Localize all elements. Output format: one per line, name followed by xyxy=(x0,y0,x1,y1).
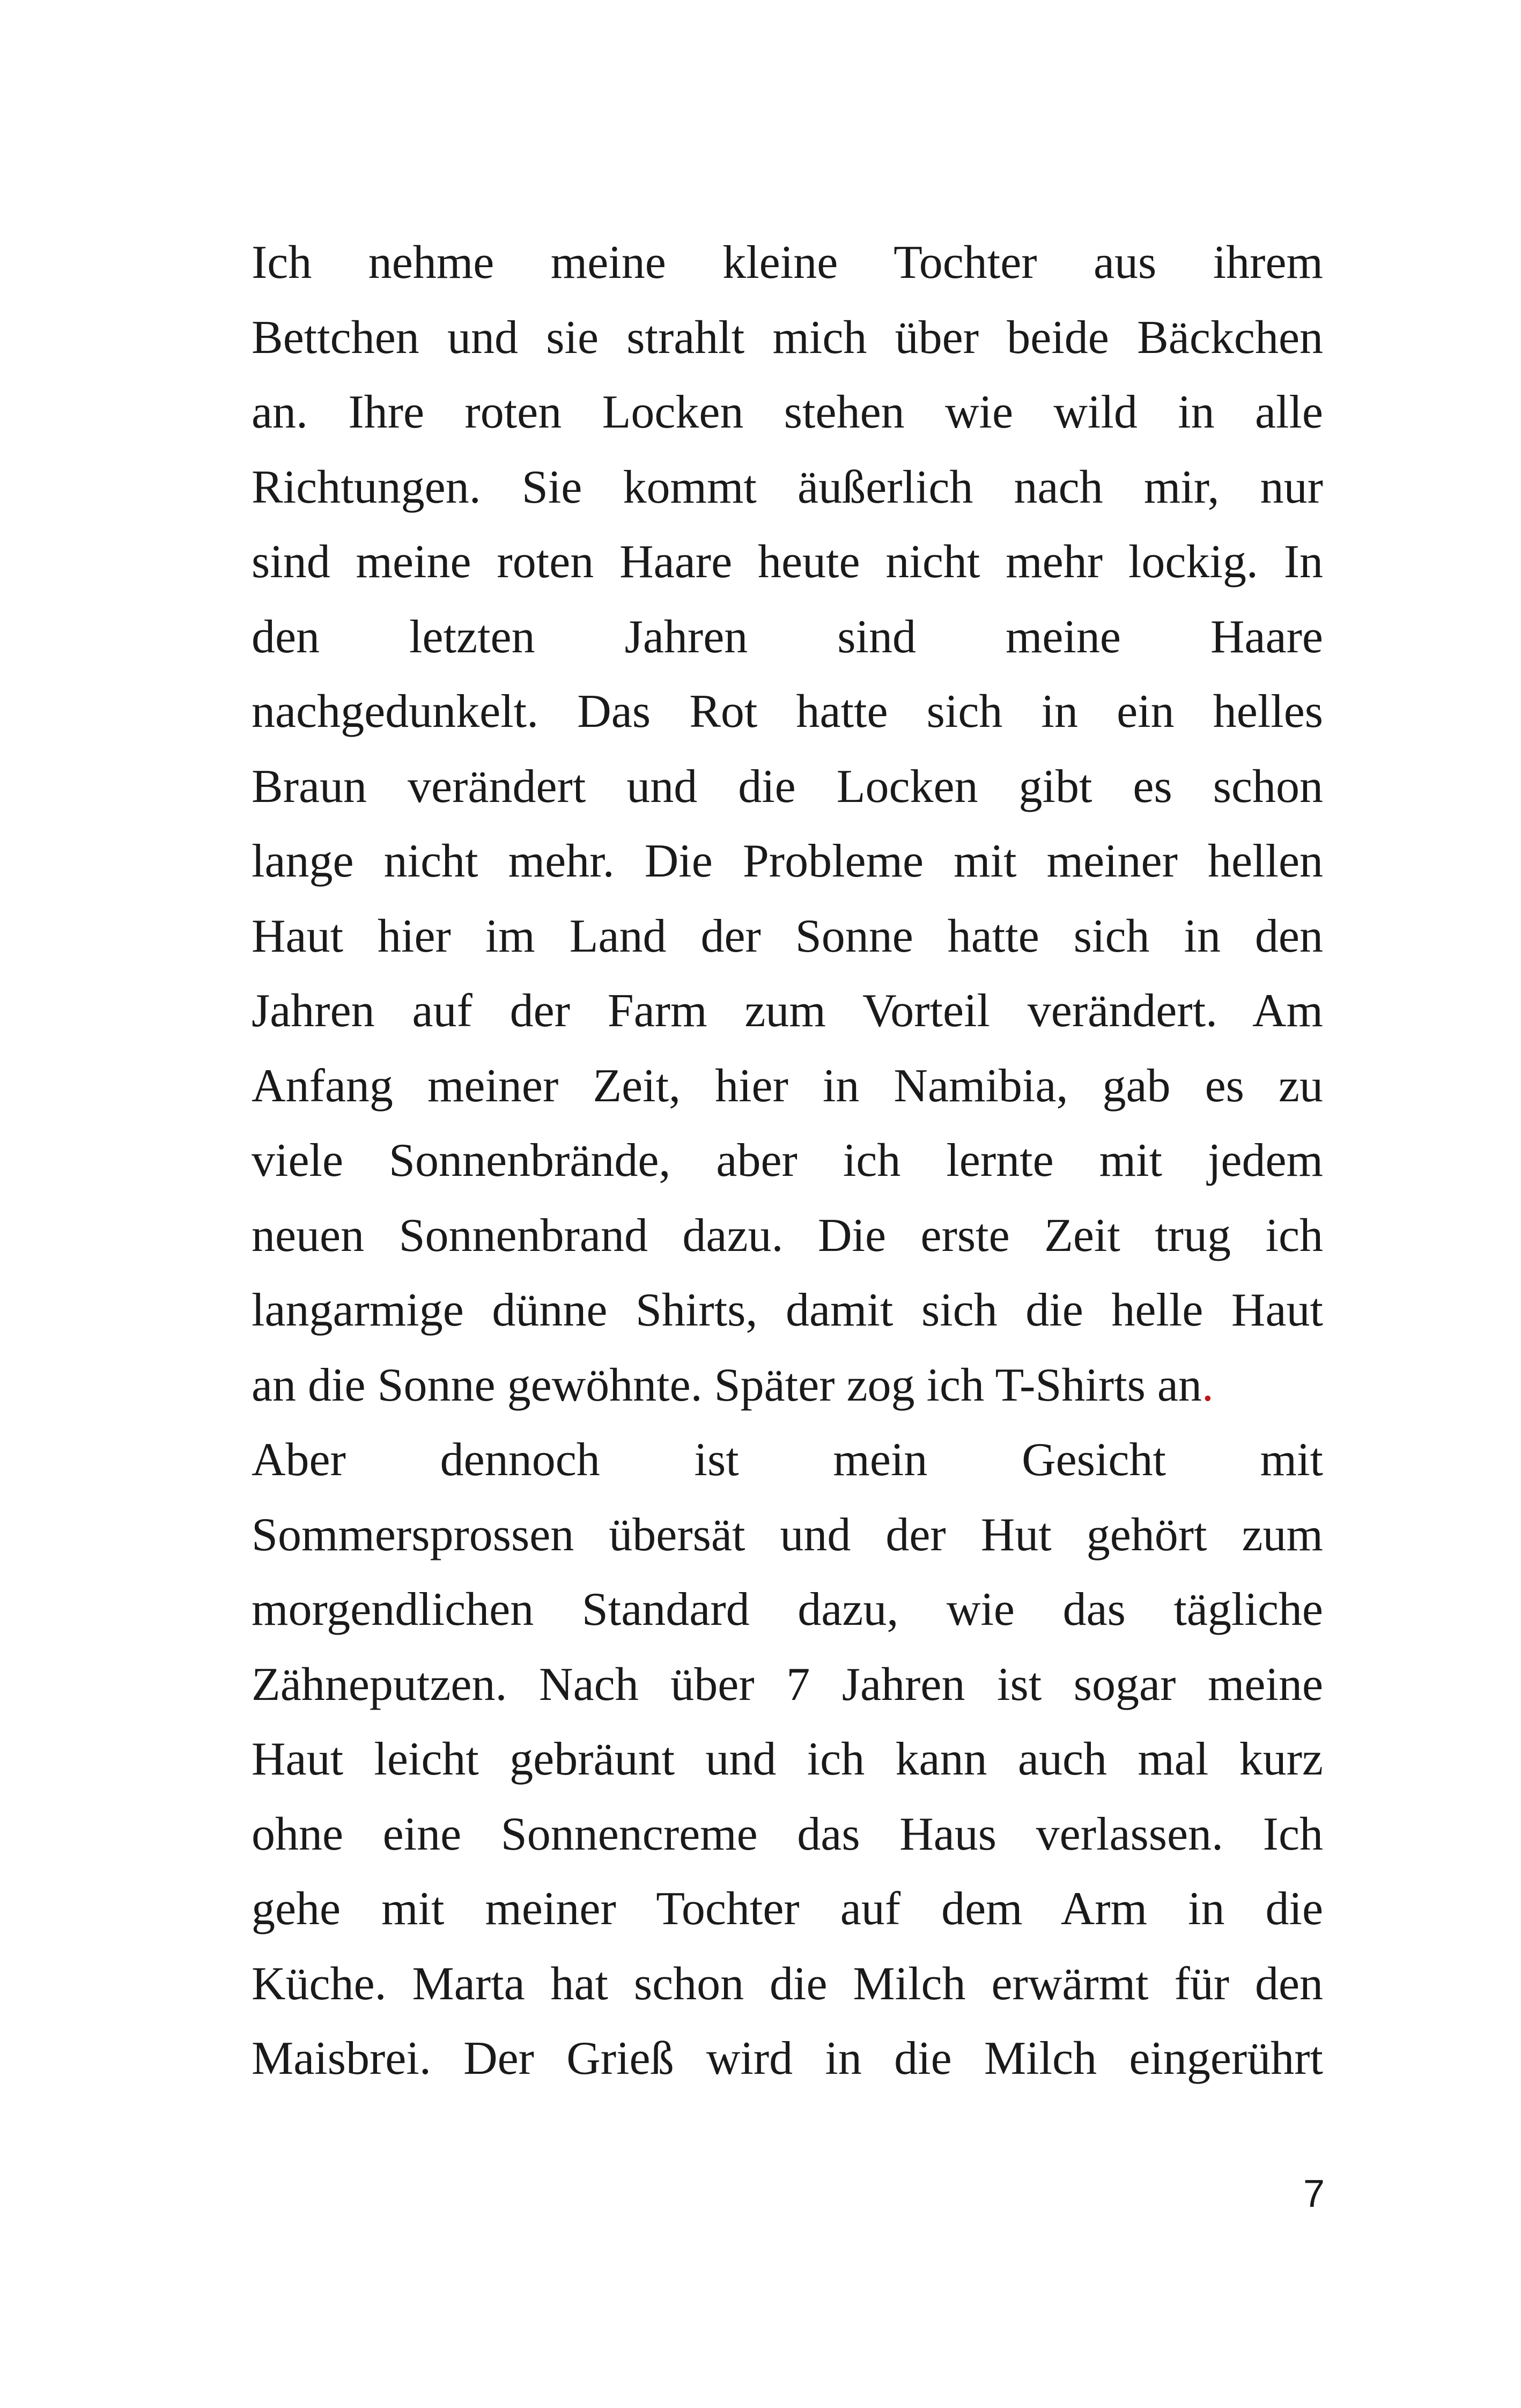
text-line: Maisbrei. Der Grieß wird in die Milch eingerührt xyxy=(252,2033,1323,2085)
text-line: Haut hier im Land der Sonne hatte sich in den xyxy=(252,910,1323,962)
text-line: langarmige dünne Shirts, damit sich die helle Haut xyxy=(252,1284,1323,1336)
text-line: den letzten Jahren sind meine Haare xyxy=(252,610,1323,663)
body-text xyxy=(252,225,1323,2096)
text-line: Richtungen. Sie kommt äußerlich nach mir, nur xyxy=(252,461,1323,513)
text-line: Bettchen und sie strahlt mich über beide Bäckchen xyxy=(252,311,1323,364)
text-line: ohne eine Sonnencreme das Haus verlassen. Ich xyxy=(252,1808,1323,1860)
text-line: lange nicht mehr. Die Probleme mit meiner hellen xyxy=(252,835,1323,887)
text-line: Braun verändert und die Locken gibt es schon xyxy=(252,760,1323,813)
text-line: Jahren auf der Farm zum Vorteil verändert. Am xyxy=(252,985,1323,1037)
text-line: Haut leicht gebräunt und ich kann auch mal kurz xyxy=(252,1733,1323,1785)
text-line: nachgedunkelt. Das Rot hatte sich in ein helles xyxy=(252,686,1323,738)
text-line: morgendlichen Standard dazu, wie das tägliche xyxy=(252,1584,1323,1636)
red-period: . xyxy=(1201,1359,1214,1411)
text-line: sind meine roten Haare heute nicht mehr lockig. In xyxy=(252,536,1323,588)
text-line: an. Ihre roten Locken stehen wie wild in alle xyxy=(252,386,1323,438)
text-line: viele Sonnenbrände, aber ich lernte mit jedem xyxy=(252,1135,1323,1187)
text-line-content: an die Sonne gewöhnte. Später zog ich T-Shirts an xyxy=(252,1359,1202,1411)
page-number: 7 xyxy=(1303,2173,1325,2215)
text-line: Sommersprossen übersät und der Hut gehört zum xyxy=(252,1508,1323,1561)
text-line: Zähneputzen. Nach über 7 Jahren ist sogar meine xyxy=(252,1658,1323,1711)
text-line: Küche. Marta hat schon die Milch erwärmt für den xyxy=(252,1957,1323,2010)
text-line xyxy=(252,1348,1323,1423)
text-line: Anfang meiner Zeit, hier in Namibia, gab es zu xyxy=(252,1059,1323,1112)
text-line: neuen Sonnenbrand dazu. Die erste Zeit trug ich xyxy=(252,1209,1323,1262)
text-line: Ich nehme meine kleine Tochter aus ihrem xyxy=(252,237,1323,289)
text-line: Aber dennoch ist mein Gesicht mit xyxy=(252,1434,1323,1486)
text-line: gehe mit meiner Tochter auf dem Arm in die xyxy=(252,1883,1323,1935)
